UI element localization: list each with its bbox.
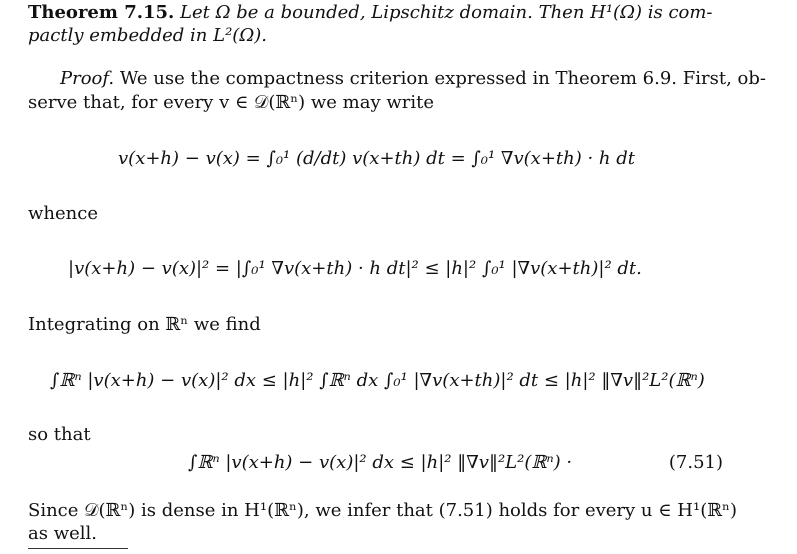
theorem-text-line2: pactly embedded in L²(Ω).	[28, 25, 267, 46]
equation-2: |v(x+h) − v(x)|² = |∫₀¹ ∇v(x+th) · h dt|² ≤ |h|² ∫₀¹ |∇v(x+th)|² dt.	[68, 258, 642, 279]
integrating-text: Integrating on ℝⁿ we find	[28, 314, 261, 335]
proof-paragraph	[60, 68, 766, 90]
theorem-label: Theorem 7.15.	[28, 2, 175, 23]
footnote-rule	[28, 548, 128, 549]
equation-1: v(x+h) − v(x) = ∫₀¹ (d/dt) v(x+th) dt = ∫₀¹ ∇v(x+th) · h dt	[118, 148, 635, 169]
closing-line1: Since 𝒟(ℝⁿ) is dense in H¹(ℝⁿ), we infer that (7.51) holds for every u ∈ H¹(ℝⁿ)	[28, 500, 737, 521]
closing-line2: as well.	[28, 523, 97, 544]
equation-3: ∫ℝⁿ |v(x+h) − v(x)|² dx ≤ |h|² ∫ℝⁿ dx ∫₀¹ |∇v(x+th)|² dt ≤ |h|² ‖∇v‖²L²(ℝⁿ)	[50, 370, 705, 391]
so-that-text: so that	[28, 424, 91, 445]
theorem-statement	[28, 2, 713, 24]
proof-text-line2: serve that, for every v ∈ 𝒟(ℝⁿ) we may write	[28, 92, 435, 113]
theorem-text-line1: Let Ω be a bounded, Lipschitz domain. Then H¹(Ω) is com-	[180, 2, 713, 23]
proof-label: Proof.	[60, 68, 115, 89]
whence-text: whence	[28, 203, 98, 224]
equation-4: ∫ℝⁿ |v(x+h) − v(x)|² dx ≤ |h|² ‖∇v‖²L²(ℝⁿ) ·	[188, 452, 573, 473]
equation-number: (7.51)	[668, 452, 723, 473]
proof-text-line1: We use the compactness criterion expressed in Theorem 6.9. First, ob-	[119, 68, 766, 89]
